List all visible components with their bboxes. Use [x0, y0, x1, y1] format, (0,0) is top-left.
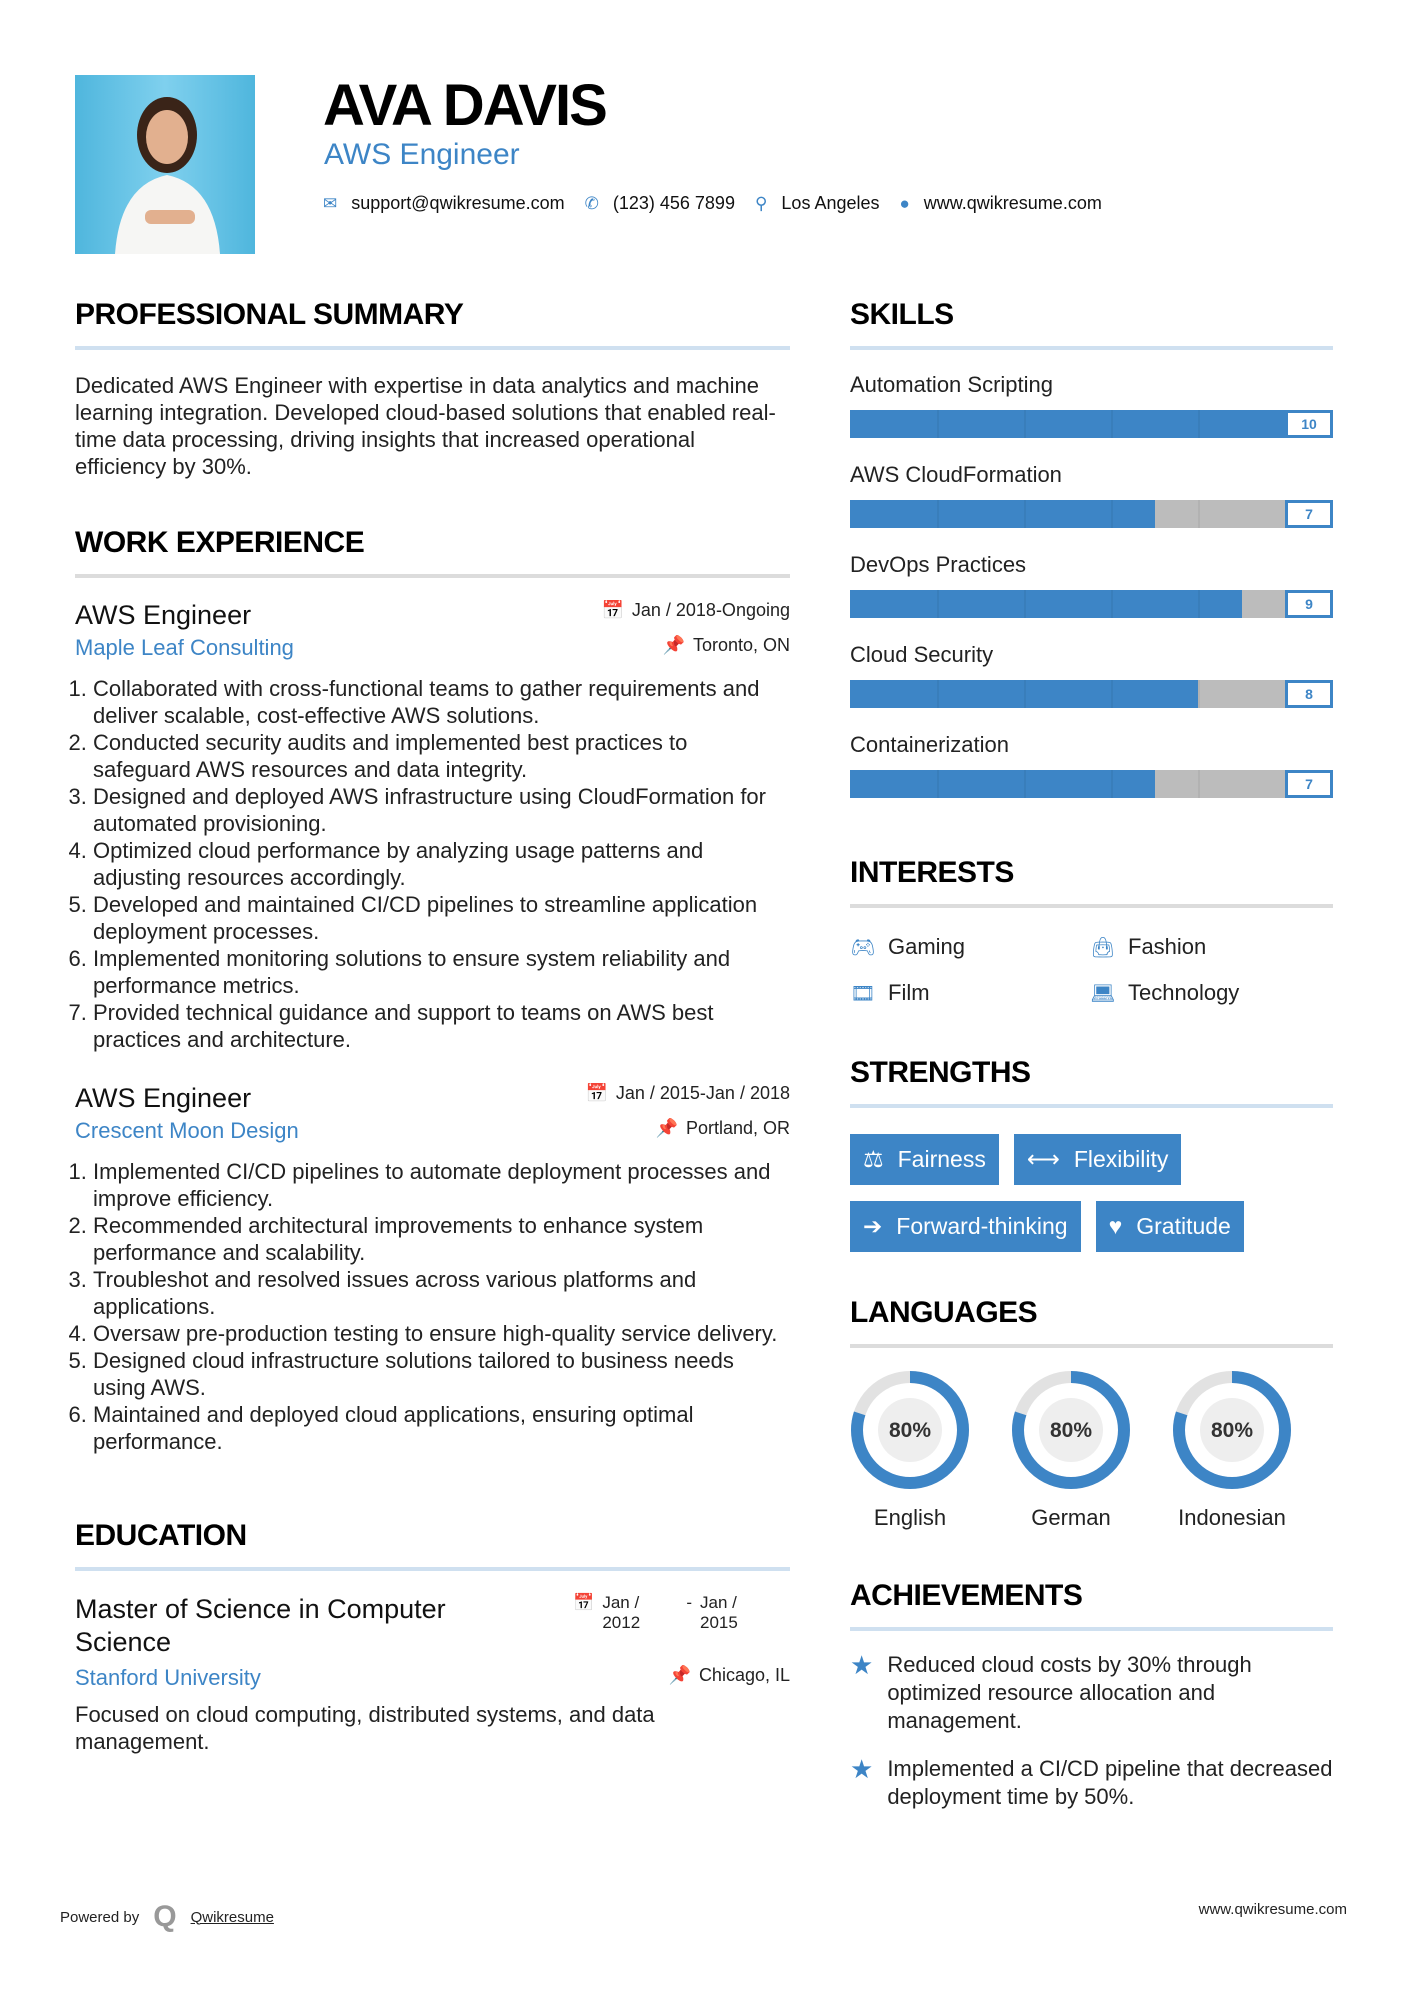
skill-level-value: 10 [1285, 410, 1333, 438]
left-column [75, 298, 790, 1755]
skill-level-value: 7 [1285, 770, 1333, 798]
language-name: English [873, 1505, 947, 1530]
skill-bar [850, 680, 1333, 708]
job-dates [601, 600, 790, 621]
skill-level-value: 9 [1285, 590, 1333, 618]
education-start: Jan / 2012 [602, 1593, 641, 1632]
skill-bar-fill [850, 410, 1285, 438]
company-name: Maple Leaf Consulting [75, 635, 294, 660]
strength-label: Fairness [897, 1146, 986, 1172]
responsibility-item: 2. Recommended architectural improvements to enhance system performance and scalability. [93, 1212, 790, 1266]
language-item [1011, 1370, 1131, 1531]
footer-website[interactable]: www.qwikresume.com [1198, 1901, 1347, 1918]
skill-bar-segment [937, 770, 939, 798]
shopping-bag-icon: 👜︎ [1090, 936, 1116, 959]
achievement-item [850, 1755, 1333, 1811]
education-dates [573, 1593, 760, 1633]
powered-by-label: Powered by [60, 1908, 140, 1926]
heart-icon: ♥ [1108, 1213, 1123, 1239]
contact-bar [323, 193, 1122, 214]
responsibility-item: 4. Optimized cloud performance by analyzing usage patterns and adjusting resources accordingly. [93, 837, 790, 891]
job-location [656, 1118, 790, 1139]
skill-bar-segment [1111, 500, 1113, 528]
responsibility-item: 3. Troubleshot and resolved issues across various platforms and applications. [93, 1266, 790, 1320]
job-entry [75, 1083, 790, 1455]
education-location [669, 1665, 790, 1686]
skill-name: Cloud Security [850, 642, 994, 667]
job-location-text: Portland, OR [685, 1118, 790, 1138]
job-list [75, 600, 790, 1455]
skill-name: DevOps Practices [850, 552, 1027, 577]
skill-level-value: 7 [1285, 500, 1333, 528]
skill-bar-fill [850, 500, 1155, 528]
section-heading-achievements: ACHIEVEMENTS [850, 1579, 1083, 1612]
calendar-icon: 📅 [585, 1083, 608, 1103]
responsibility-item: 4. Oversaw pre-production testing to ensure high-quality service delivery. [93, 1320, 790, 1347]
arrows-h-icon: ⟷ [1026, 1146, 1060, 1172]
map-marker-icon: ⚲ [754, 193, 768, 213]
skill-level-value: 8 [1285, 680, 1333, 708]
qwikresume-logo-icon: Q [153, 1900, 177, 1933]
candidate-title: AWS Engineer [324, 138, 520, 171]
pushpin-icon: 📌 [668, 1665, 691, 1685]
responsibility-item: 1. Collaborated with cross-functional teams to gather requirements and deliver scalable, cost-effective AWS solutions. [93, 675, 790, 729]
achievement-item [850, 1651, 1333, 1735]
interest-label: Fashion [1128, 934, 1207, 959]
film-icon: 🎞︎ [850, 982, 876, 1005]
language-name: Indonesian [1178, 1505, 1286, 1530]
skill-bar [850, 770, 1333, 798]
company-name: Crescent Moon Design [75, 1118, 299, 1143]
star-icon: ★ [850, 1650, 874, 1680]
phone-icon: ✆ [584, 193, 599, 213]
calendar-icon: 📅 [601, 600, 624, 620]
pushpin-icon: 📌 [662, 635, 685, 655]
divider [75, 1567, 790, 1571]
envelope-icon: ✉ [323, 193, 338, 213]
strengths-list [850, 1134, 1333, 1252]
section-heading-skills: SKILLS [850, 298, 954, 331]
job-location-text: Toronto, ON [692, 635, 790, 655]
right-column [850, 298, 1333, 1811]
footer-powered-by [60, 1900, 274, 1934]
skill-name: Automation Scripting [850, 372, 1053, 397]
responsibility-item: 2. Conducted security audits and implemented best practices to safeguard AWS resources and data integrity. [93, 729, 790, 783]
skill-bar-segment [1198, 590, 1200, 618]
divider [850, 904, 1333, 908]
skill-bar-segment [1198, 410, 1200, 438]
strength-badge [850, 1201, 1081, 1252]
interest-label: Technology [1128, 980, 1240, 1005]
strength-label: Gratitude [1136, 1213, 1231, 1239]
interest-item [850, 934, 1090, 960]
skill-bar-segment [937, 410, 939, 438]
skill-bar-segment [1024, 500, 1026, 528]
divider [75, 574, 790, 578]
divider [850, 1627, 1333, 1631]
language-percent: 80% [888, 1419, 932, 1442]
contact-website[interactable]: www.qwikresume.com [923, 193, 1102, 213]
degree-title: Master of Science in Computer Science [75, 1594, 446, 1657]
section-heading-strengths: STRENGTHS [850, 1056, 1031, 1089]
laptop-icon: 💻︎ [1090, 982, 1116, 1005]
profile-photo [75, 75, 255, 254]
candidate-name: AVA DAVIS [323, 73, 606, 138]
education-location-text: Chicago, IL [698, 1665, 790, 1685]
responsibility-item: 1. Implemented CI/CD pipelines to automate deployment processes and improve efficiency. [93, 1158, 790, 1212]
language-item [850, 1370, 970, 1531]
education-subheader [75, 1665, 790, 1691]
qwikresume-link[interactable]: Qwikresume [190, 1908, 274, 1926]
interest-label: Film [888, 980, 930, 1005]
skill-bar-segment [1024, 590, 1026, 618]
summary-text: Dedicated AWS Engineer with expertise in data analytics and machine learning integration. Developed cloud-based solutions that enabled real-time data processing, driving insights that increased operational efficiency by 30%. [75, 373, 776, 479]
strength-label: Forward-thinking [896, 1213, 1068, 1239]
job-location [663, 635, 790, 656]
skill-bar-segment [1198, 770, 1200, 798]
interest-item [1090, 934, 1330, 960]
responsibility-item: 5. Developed and maintained CI/CD pipelines to streamline application deployment processes. [93, 891, 790, 945]
contact-location: Los Angeles [781, 193, 880, 213]
arrow-right-icon: ➔ [863, 1213, 883, 1239]
skill-bar-segment [1024, 680, 1026, 708]
section-heading-interests: INTERESTS [850, 856, 1014, 889]
divider [850, 1104, 1333, 1108]
star-icon: ★ [850, 1754, 874, 1784]
globe-icon: ● [899, 193, 910, 213]
skill-bar-segment [1024, 770, 1026, 798]
school-name: Stanford University [75, 1665, 261, 1690]
skill-bar-segment [1198, 680, 1200, 708]
responsibility-item: 5. Designed cloud infrastructure solutions tailored to business needs using AWS. [93, 1347, 790, 1401]
responsibility-item: 7. Provided technical guidance and support to teams on AWS best practices and architecture. [93, 999, 790, 1053]
calendar-icon: 📅 [573, 1593, 595, 1612]
skill-bar-segment [937, 500, 939, 528]
responsibility-item: 3. Designed and deployed AWS infrastructure using CloudFormation for automated provisioning. [93, 783, 790, 837]
language-percent: 80% [1049, 1419, 1093, 1442]
divider [850, 346, 1333, 350]
skill-bar-segment [1198, 500, 1200, 528]
job-responsibilities [75, 675, 790, 1053]
education-end: Jan / 2015 [700, 1593, 738, 1632]
education-header [75, 1593, 790, 1659]
contact-phone[interactable]: (123) 456 7899 [612, 193, 735, 213]
section-heading-experience: WORK EXPERIENCE [75, 526, 365, 559]
gamepad-icon: 🎮︎ [850, 936, 876, 959]
job-dates [585, 1083, 790, 1104]
divider [850, 1344, 1333, 1348]
date-separator: - [686, 1593, 692, 1612]
job-header [75, 1083, 790, 1114]
language-donut [1011, 1370, 1131, 1490]
job-subheader [75, 635, 790, 661]
interest-item [1090, 980, 1330, 1006]
skill-bar [850, 500, 1333, 528]
job-dates-text: Jan / 2015-Jan / 2018 [615, 1083, 790, 1103]
skill-bar-segment [937, 590, 939, 618]
skill-bar-segment [1111, 680, 1113, 708]
job-title: AWS Engineer [75, 1083, 252, 1113]
achievement-text: Reduced cloud costs by 30% through optimized resource allocation and management. [887, 1652, 1252, 1733]
skill-bar-segment [1111, 590, 1113, 618]
job-responsibilities [75, 1158, 790, 1455]
job-entry [75, 600, 790, 1053]
education-description: Focused on cloud computing, distributed systems, and data management. [75, 1702, 655, 1754]
balance-scale-icon: ⚖ [863, 1146, 884, 1172]
section-heading-summary: PROFESSIONAL SUMMARY [75, 298, 464, 331]
skill-bar [850, 410, 1333, 438]
skill-name: AWS CloudFormation [850, 462, 1062, 487]
language-percent: 80% [1210, 1419, 1254, 1442]
language-item [1172, 1370, 1292, 1531]
skill-bar-segment [1024, 410, 1026, 438]
strength-badge [850, 1134, 999, 1185]
contact-email[interactable]: support@qwikresume.com [351, 193, 565, 213]
responsibility-item: 6. Maintained and deployed cloud applications, ensuring optimal performance. [93, 1401, 790, 1455]
skills-list [850, 372, 1333, 798]
skill-bar-fill [850, 770, 1155, 798]
interest-label: Gaming [888, 934, 966, 959]
language-donut [1172, 1370, 1292, 1490]
skill-bar-segment [937, 680, 939, 708]
strength-badge [1096, 1201, 1244, 1252]
skill-name: Containerization [850, 732, 1009, 757]
skill-bar-fill [850, 590, 1242, 618]
section-heading-education: EDUCATION [75, 1519, 247, 1552]
languages-list [850, 1370, 1333, 1531]
interests-list [850, 934, 1333, 1006]
skill-bar-segment [1111, 410, 1113, 438]
job-subheader [75, 1118, 790, 1144]
job-dates-text: Jan / 2018-Ongoing [631, 600, 790, 620]
interest-item [850, 980, 1090, 1006]
language-donut [850, 1370, 970, 1490]
job-title: AWS Engineer [75, 600, 252, 630]
job-header [75, 600, 790, 631]
divider [75, 346, 790, 350]
pushpin-icon: 📌 [655, 1118, 678, 1138]
section-heading-languages: LANGUAGES [850, 1296, 1038, 1329]
skill-bar [850, 590, 1333, 618]
language-name: German [1031, 1505, 1111, 1530]
strength-badge [1014, 1134, 1182, 1185]
skill-bar-segment [1111, 770, 1113, 798]
achievement-text: Implemented a CI/CD pipeline that decreased deployment time by 50%. [887, 1756, 1333, 1809]
responsibility-item: 6. Implemented monitoring solutions to ensure system reliability and performance metrics. [93, 945, 790, 999]
strength-label: Flexibility [1073, 1146, 1169, 1172]
